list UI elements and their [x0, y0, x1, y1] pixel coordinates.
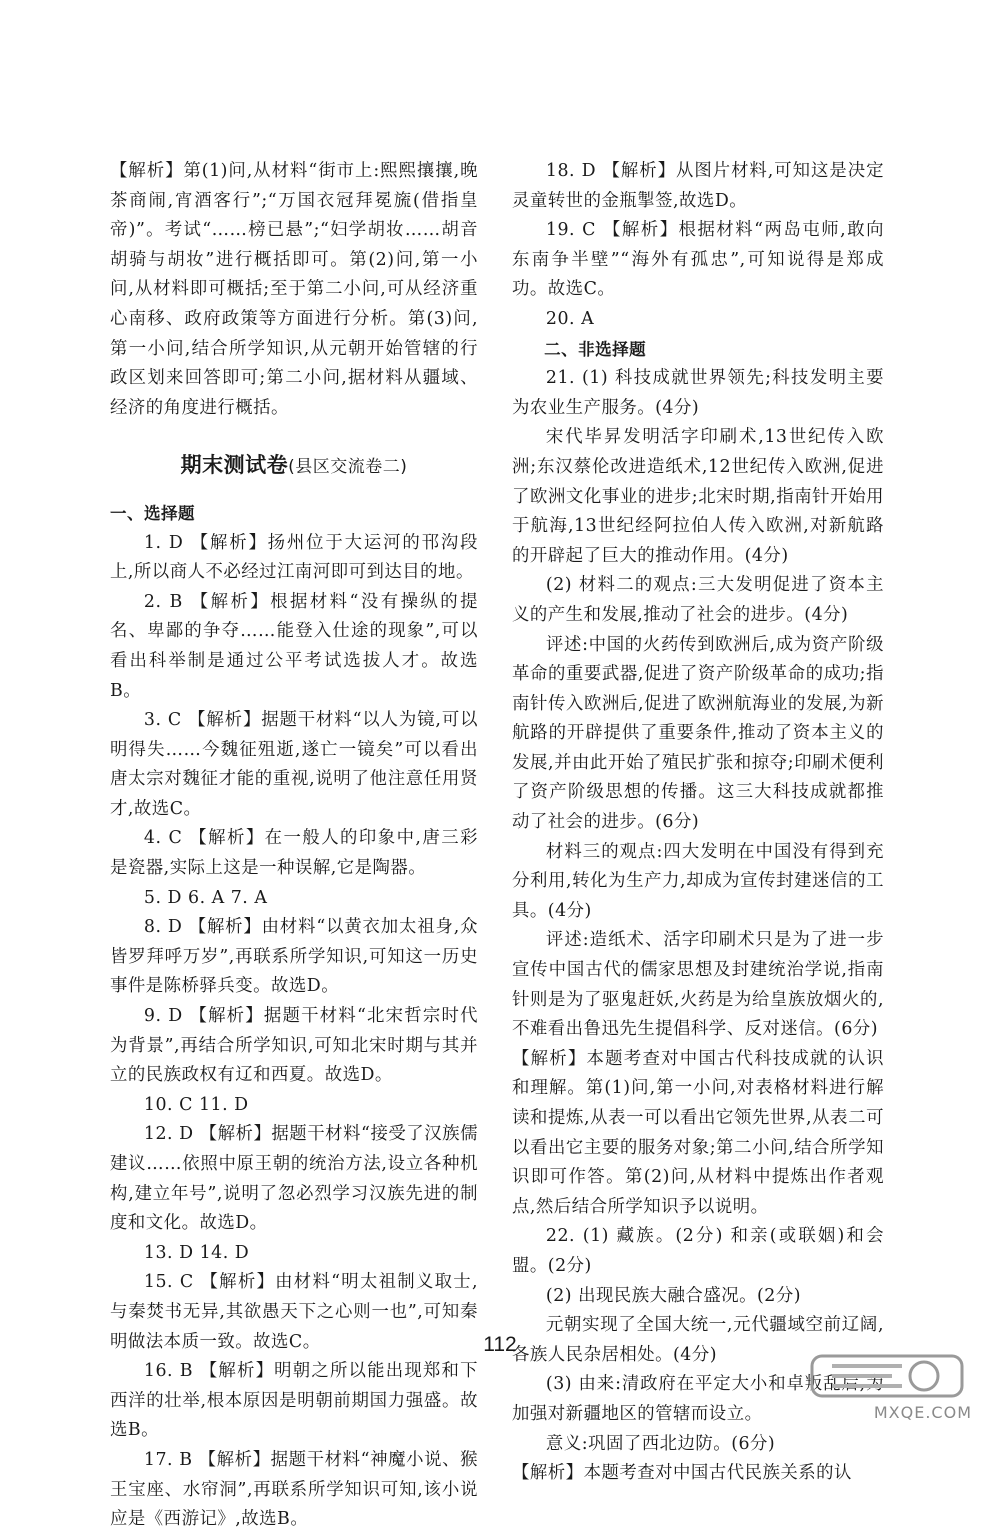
- answer-item: 10. C 11. D: [143, 1094, 249, 1115]
- answer-item: 20. A: [545, 308, 595, 329]
- answer-item: 13. D 14. D: [143, 1242, 250, 1263]
- answer-item: 2. B 【解析】根据材料“没有操纵的提名、卑鄙的争夺……能登入仕途的现象”,可以看出科举制是通过公平考试选拔人才。故选B。: [110, 591, 478, 701]
- analysis-paragraph: 【解析】第(1)问,从材料“街市上:熙熙攘攘,晚茶商闹,宵酒客行”;“万国衣冠拜冕旒(借指皇帝)”。考试“……榜已悬”;“妇学胡妆……胡音胡骑与胡妆”进行概括即可。第(2)问,第一小问,从材料即可概括;至于第二小问,可从经济重心南移、政府政策等方面进行分析。第(3)问,第一小问,结合所学知识,从元朝开始管辖的行政区划来回答即可;第二小问,据材料从疆域、经济的角度进行概括。: [110, 161, 478, 418]
- section-heading: 一、选择题: [110, 503, 195, 523]
- answer-item: 12. D 【解析】据题干材料“接受了汉族儒建议……依照中原王朝的统治方法,设立各种机构,建立年号”,说明了忽必烈学习汉族先进的制度和文化。故选D。: [110, 1124, 478, 1234]
- watermark-logo: [782, 1352, 972, 1422]
- answer-item: 15. C 【解析】由材料“明太祖制义取士,与秦焚书无异,其欲愚天下之心则一也”,可知秦明做法本质一致。故选C。: [110, 1272, 478, 1352]
- answer-item: 22. (1) 藏族。(2分) 和亲(或联姻)和会盟。(2分): [512, 1226, 884, 1276]
- answer-item: 评述:中国的火药传到欧洲后,成为资产阶级革命的重要武器,促进了资产阶级革命的成功;指南针传入欧洲后,促进了欧洲航海业的发展,为新航路的开辟提供了重要条件,推动了资本主义的发展,并由此开始了殖民扩张和掠夺;印刷术便利了资产阶级思想的传播。这三大科技成就都推动了社会的进步。(6分): [512, 634, 884, 833]
- answer-item: 8. D 【解析】由材料“以黄衣加太祖身,众皆罗拜呼万岁”,再联系所学知识,可知这一历史事件是陈桥驿兵变。故选D。: [110, 917, 478, 997]
- answer-item: 3. C 【解析】据题干材料“以人为镜,可以明得失……今魏征殂逝,遂亡一镜矣”可以看出唐太宗对魏征才能的重视,说明了他注意任用贤才,故选C。: [110, 710, 478, 819]
- watermark-icon: [782, 1352, 972, 1400]
- page-number: 112: [483, 1333, 517, 1356]
- right-column: [512, 157, 884, 1489]
- answer-item: (3) 由来:清政府在平定大小和卓叛乱后,为加强对新疆地区的管辖而设立。: [512, 1374, 884, 1424]
- answer-item: (2) 材料二的观点:三大发明促进了资本主义的产生和发展,推动了社会的进步。(4分): [512, 575, 884, 625]
- analysis-paragraph: 【解析】本题考查对中国古代科技成就的认识和理解。第(1)问,第一小问,对表格材料进行解读和提炼,从表一可以看出它领先世界,从表二可以看出它主要的服务对象;第二小问,结合所学知识即可作答。第(2)问,从材料中提炼出作者观点,然后结合所学知识予以说明。: [512, 1048, 884, 1217]
- answer-item: 4. C 【解析】在一般人的印象中,唐三彩是瓷器,实际上这是一种误解,它是陶器。: [110, 828, 478, 879]
- answer-item: 1. D 【解析】扬州位于大运河的邗沟段上,所以商人不必经过江南河即可到达目的地。: [110, 532, 478, 583]
- answer-item: 16. B 【解析】明朝之所以能出现郑和下西洋的壮举,根本原因是明朝前期国力强盛。故选B。: [110, 1361, 478, 1441]
- answer-item: 材料三的观点:四大发明在中国没有得到充分利用,转化为生产力,却成为宣传封建迷信的工具。(4分): [512, 841, 884, 921]
- answer-item: 评述:造纸术、活字印刷术只是为了进一步宣传中国古代的儒家思想及封建统治学说,指南针则是为了驱鬼赶妖,火药是为给皇族放烟火的,不难看出鲁迅先生提倡科学、反对迷信。(6分): [512, 930, 884, 1040]
- answer-item: 19. C 【解析】根据材料“两岛屯师,敢向东南争半壁”“海外有孤忠”,可知说得是郑成功。故选C。: [512, 220, 884, 300]
- exam-title: [110, 451, 478, 483]
- answer-item: (2) 出现民族大融合盛况。(2分): [545, 1285, 802, 1306]
- answer-item: 18. D 【解析】从图片材料,可知这是决定灵童转世的金瓶掣签,故选D。: [512, 161, 884, 211]
- answer-item: 元朝实现了全国大统一,元代疆域空前辽阔,各族人民杂居相处。(4分): [512, 1315, 884, 1365]
- answer-item: 宋代毕昇发明活字印刷术,13世纪传入欧洲;东汉蔡伦改进造纸术,12世纪传入欧洲,促进了欧洲文化事业的进步;北宋时期,指南针开始用于航海,13世纪经阿拉伯人传入欧洲,对新航路的开辟起了巨大的推动作用。(4分): [512, 427, 884, 566]
- exam-title-main: 期末测试卷: [180, 453, 289, 478]
- left-column: [110, 157, 478, 1535]
- section-heading: 二、非选择题: [544, 339, 647, 359]
- answer-item: 意义:巩固了西北边防。(6分): [545, 1433, 776, 1454]
- exam-title-sub: (县区交流卷二): [288, 457, 408, 478]
- analysis-paragraph: 【解析】本题考查对中国古代民族关系的认: [512, 1463, 852, 1484]
- watermark-text: MXQE.COM: [873, 1403, 972, 1422]
- answer-item: 9. D 【解析】据题干材料“北宋哲宗时代为背景”,再结合所学知识,可知北宋时期与其并立的民族政权有辽和西夏。故选D。: [110, 1006, 478, 1086]
- answer-item: 5. D 6. A 7. A: [143, 887, 268, 908]
- answer-item: 17. B 【解析】据题干材料“神魔小说、猴王宝座、水帘洞”,再联系所学知识可知,该小说应是《西游记》,故选B。: [110, 1449, 478, 1530]
- answer-item: 21. (1) 科技成就世界领先;科技发明主要为农业生产服务。(4分): [512, 368, 884, 418]
